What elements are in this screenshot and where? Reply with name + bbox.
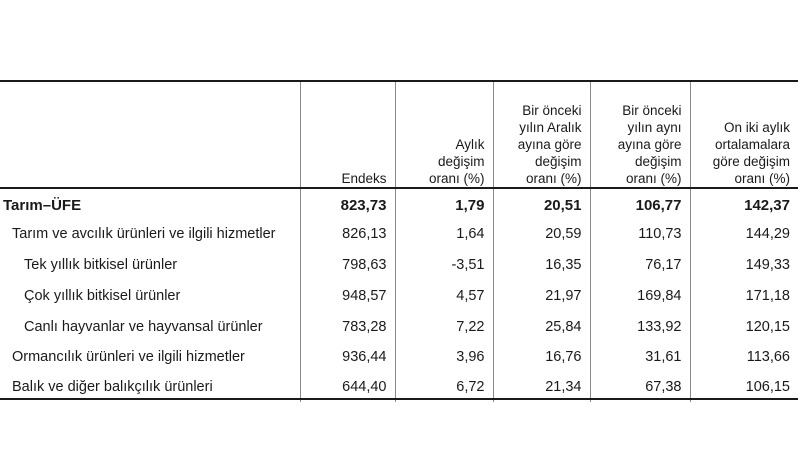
cell-ytd: 21,97 bbox=[493, 280, 590, 311]
cell-12m-avg: 120,15 bbox=[690, 311, 798, 342]
cell-ytd: 16,76 bbox=[493, 342, 590, 372]
cell-ytd: 20,51 bbox=[493, 191, 590, 219]
header-name bbox=[0, 82, 300, 191]
table-header bbox=[0, 82, 798, 191]
row-label: Tarım ve avcılık ürünleri ve ilgili hizmetler bbox=[12, 226, 276, 242]
cell-yoy: 169,84 bbox=[590, 280, 690, 311]
table-bottom-rule bbox=[0, 398, 798, 400]
header-yoy-change: Bir önceki yılın aynı ayına göre değişim oranı (%) bbox=[590, 82, 690, 191]
header-divider-rule bbox=[0, 187, 798, 189]
table-row bbox=[0, 191, 798, 219]
cell-index: 826,13 bbox=[300, 219, 395, 249]
cell-yoy: 133,92 bbox=[590, 311, 690, 342]
cell-monthly: 3,96 bbox=[395, 342, 493, 372]
cell-monthly: -3,51 bbox=[395, 249, 493, 280]
cell-index: 948,57 bbox=[300, 280, 395, 311]
table-row bbox=[0, 311, 798, 342]
row-label: Tek yıllık bitkisel ürünler bbox=[24, 256, 178, 273]
row-label: Canlı hayvanlar ve hayvansal ürünler bbox=[24, 318, 263, 335]
cell-yoy: 106,77 bbox=[590, 191, 690, 219]
cell-monthly: 6,72 bbox=[395, 372, 493, 402]
cell-12m-avg: 149,33 bbox=[690, 249, 798, 280]
row-label: Tarım–ÜFE bbox=[3, 196, 82, 214]
cell-yoy: 67,38 bbox=[590, 372, 690, 402]
cell-index: 644,40 bbox=[300, 372, 395, 402]
row-label: Ormancılık ürünleri ve ilgili hizmetler bbox=[12, 349, 245, 365]
cell-ytd: 25,84 bbox=[493, 311, 590, 342]
header-12m-avg-change: On iki aylık ortalamalara göre değişim oranı (%) bbox=[690, 82, 798, 191]
table-row bbox=[0, 249, 798, 280]
cell-index: 798,63 bbox=[300, 249, 395, 280]
cell-index: 936,44 bbox=[300, 342, 395, 372]
row-label: Çok yıllık bitkisel ürünler bbox=[24, 287, 181, 304]
price-index-table bbox=[0, 82, 798, 402]
cell-monthly: 1,79 bbox=[395, 191, 493, 219]
row-label: Balık ve diğer balıkçılık ürünleri bbox=[12, 379, 213, 395]
cell-12m-avg: 171,18 bbox=[690, 280, 798, 311]
cell-ytd: 16,35 bbox=[493, 249, 590, 280]
cell-index: 783,28 bbox=[300, 311, 395, 342]
cell-yoy: 76,17 bbox=[590, 249, 690, 280]
cell-12m-avg: 113,66 bbox=[690, 342, 798, 372]
header-monthly-change: Aylık değişim oranı (%) bbox=[395, 82, 493, 191]
cell-ytd: 21,34 bbox=[493, 372, 590, 402]
cell-index: 823,73 bbox=[300, 191, 395, 219]
cell-12m-avg: 142,37 bbox=[690, 191, 798, 219]
cell-yoy: 31,61 bbox=[590, 342, 690, 372]
header-ytd-change: Bir önceki yılın Aralık ayına göre değişim oranı (%) bbox=[493, 82, 590, 191]
table-row bbox=[0, 280, 798, 311]
cell-ytd: 20,59 bbox=[493, 219, 590, 249]
cell-12m-avg: 106,15 bbox=[690, 372, 798, 402]
cell-monthly: 7,22 bbox=[395, 311, 493, 342]
cell-12m-avg: 144,29 bbox=[690, 219, 798, 249]
cell-monthly: 4,57 bbox=[395, 280, 493, 311]
cell-yoy: 110,73 bbox=[590, 219, 690, 249]
table-row bbox=[0, 342, 798, 372]
table-row bbox=[0, 219, 798, 249]
cell-monthly: 1,64 bbox=[395, 219, 493, 249]
header-index: Endeks bbox=[300, 82, 395, 191]
